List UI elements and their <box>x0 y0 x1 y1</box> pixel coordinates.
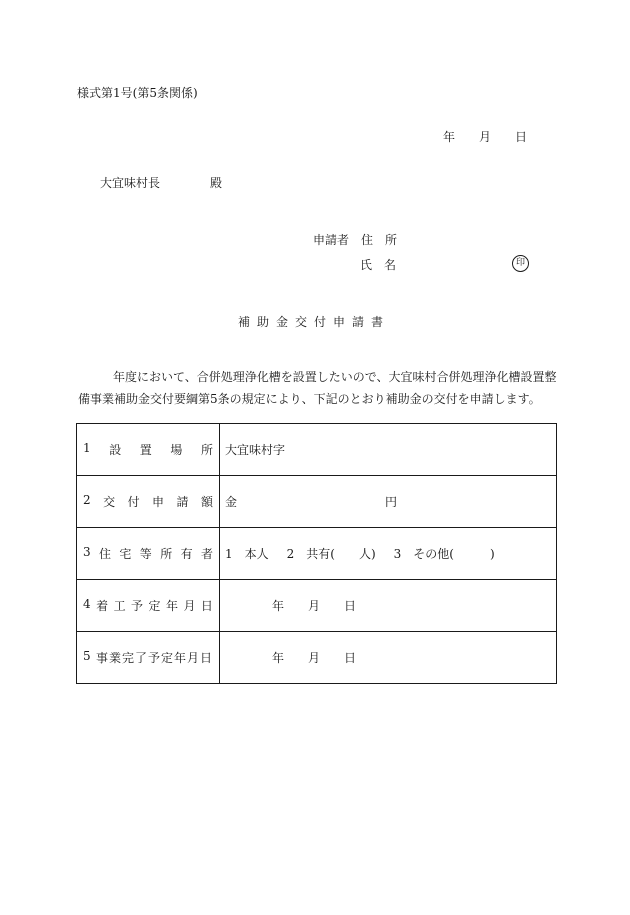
table-row <box>77 528 557 580</box>
row-label: 1 設 置 場 所 <box>77 424 220 476</box>
date-year: 年 <box>443 130 456 144</box>
table-row <box>77 580 557 632</box>
row-label: 3 住 宅 等 所 有 者 <box>77 528 220 580</box>
table-row <box>77 424 557 476</box>
start-date-field[interactable]: 年 月 日 <box>220 580 557 632</box>
name-label: 氏 名 <box>360 258 397 272</box>
body-line-1: 年度において、合併処理浄化槽を設置したいので、大宜味村合併処理浄化槽設置整 <box>113 370 557 384</box>
applicant-role: 申請者 <box>313 233 350 247</box>
application-table <box>76 423 557 684</box>
address-label: 住 所 <box>361 233 398 247</box>
body-line-2: 備事業補助金交付要綱第5条の規定により、下記のとおり補助金の交付を申請します。 <box>78 392 541 406</box>
seal-mark: 印 <box>512 255 529 272</box>
applicant-address-row <box>313 231 397 248</box>
row-label: 4 着 工 予 定 年 月 日 <box>77 580 220 632</box>
body-text <box>78 366 558 410</box>
date-month: 月 <box>479 130 492 144</box>
date-day: 日 <box>515 130 528 144</box>
location-field[interactable]: 大宜味村字 <box>220 424 557 476</box>
recipient-name: 大宜味村長 <box>100 176 161 190</box>
table-row <box>77 632 557 684</box>
row-label: 2 交 付 申 請 額 <box>77 476 220 528</box>
document-title: 補助金交付申請書 <box>238 315 391 329</box>
recipient-honorific: 殿 <box>210 176 223 190</box>
date-line <box>443 128 527 145</box>
table-row <box>77 476 557 528</box>
row-label: 5 事業完了予定年月日 <box>77 632 220 684</box>
completion-date-field[interactable]: 年 月 日 <box>220 632 557 684</box>
owner-field[interactable]: 1 本人 2 共有( 人) 3 その他( ) <box>220 528 557 580</box>
amount-field[interactable]: 金 円 <box>220 476 557 528</box>
form-number: 様式第1号(第5条関係) <box>77 86 198 100</box>
recipient <box>100 174 222 191</box>
applicant-name-row <box>360 256 396 273</box>
